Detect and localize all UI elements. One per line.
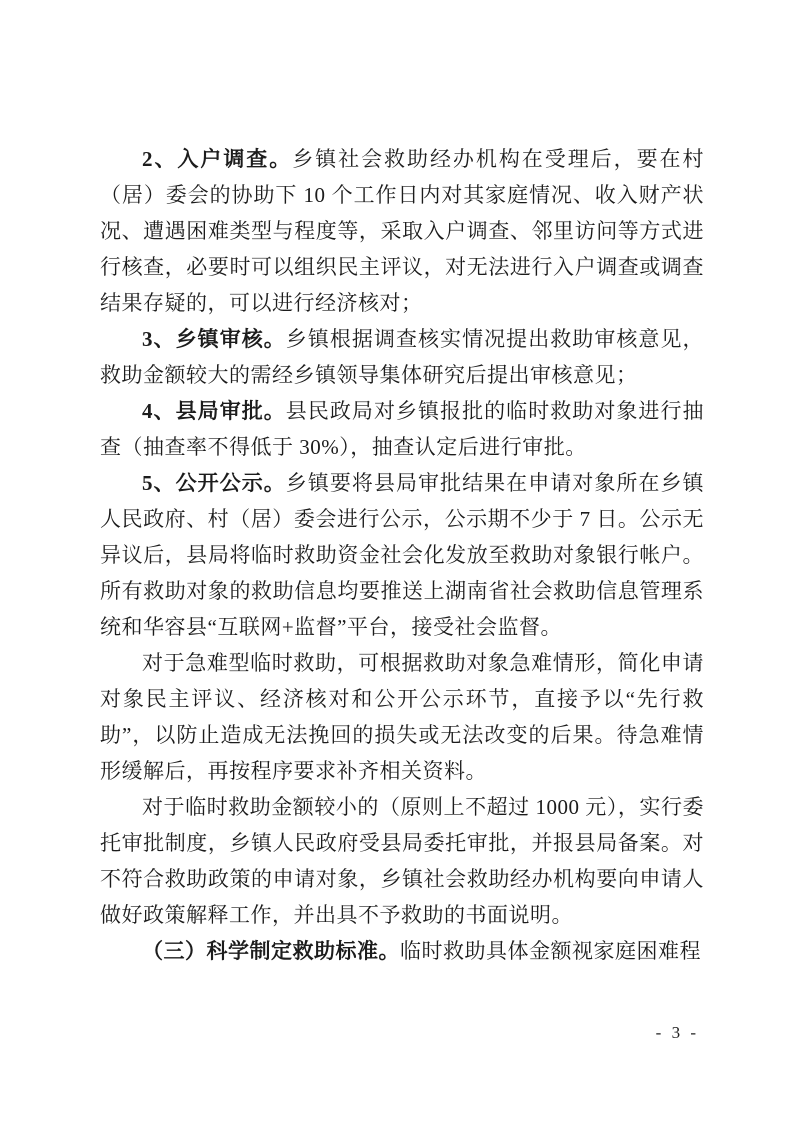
paragraph (100, 789, 704, 933)
paragraph-text: 乡镇社会救助经办机构在受理后，要在村（居）委会的协助下 10 个工作日内对其家庭情况、收入财产状况、遭遇困难类型与程度等，采取入户调查、邻里访问等方式进行核查，必要时可以组织民主评议，对无法进行入户调查或调查结果存疑的，可以进行经济核对； (100, 147, 705, 315)
paragraph-lead: 5、公开公示。 (142, 471, 286, 495)
paragraph (100, 141, 704, 321)
paragraph (100, 321, 704, 393)
paragraph-text: 对于临时救助金额较小的（原则上不超过 1000 元），实行委托审批制度，乡镇人民政府受县局委托审批，并报县局备案。对不符合救助政策的申请对象，乡镇社会救助经办机构要向申请人做好政策解释工作，并出具不予救助的书面说明。 (100, 795, 704, 927)
paragraph-text: 乡镇根据调查核实情况提出救助审核意见，救助金额较大的需经乡镇领导集体研究后提出审核意见； (100, 327, 704, 387)
paragraph (100, 393, 704, 465)
page-number: - 3 - (655, 1023, 699, 1042)
document-body (100, 141, 704, 969)
paragraph (100, 933, 704, 969)
paragraph-lead: 4、县局审批。 (142, 399, 286, 423)
paragraph-text: 对于急难型临时救助，可根据救助对象急难情形，简化申请对象民主评议、经济核对和公开公示环节，直接予以“先行救助”，以防止造成无法挽回的损失或无法改变的后果。待急难情形缓解后，再按程序要求补齐相关资料。 (100, 651, 704, 783)
paragraph (100, 645, 704, 789)
paragraph-lead: （三）科学制定救助标准。 (142, 939, 400, 963)
paragraph-lead: 2、入户调查。 (142, 147, 293, 171)
paragraph-text: 乡镇要将县局审批结果在申请对象所在乡镇人民政府、村（居）委会进行公示，公示期不少于 7 日。公示无异议后，县局将临时救助资金社会化发放至救助对象银行帐户。所有救助对象的救助信息均要推送上湖南省社会救助信息管理系统和华容县“互联网+监督”平台，接受社会监督。 (100, 471, 704, 639)
paragraph-text: 县民政局对乡镇报批的临时救助对象进行抽查（抽查率不得低于 30%），抽查认定后进行审批。 (100, 399, 704, 459)
paragraph (100, 465, 704, 645)
paragraph-lead: 3、乡镇审核。 (142, 327, 286, 351)
paragraph-text: 临时救助具体金额视家庭困难程 (400, 939, 701, 963)
